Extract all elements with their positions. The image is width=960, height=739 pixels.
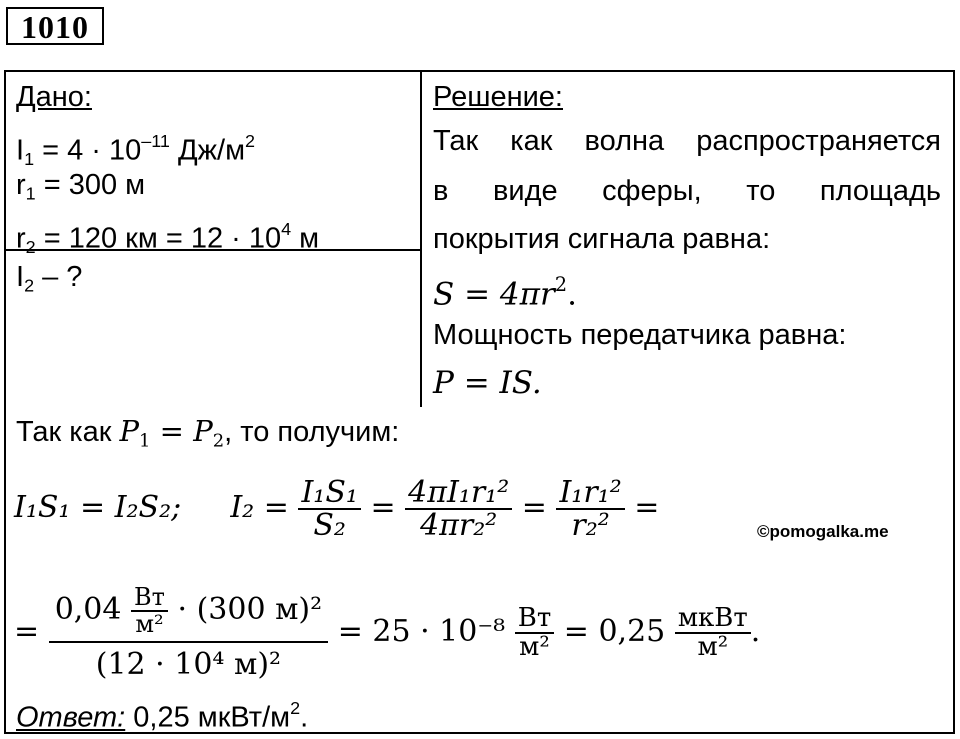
fraction-1: $\frac{\text{I₁S₁}}{\text{S₂}}$ bbox=[298, 477, 360, 542]
solution-title: Решение: bbox=[433, 81, 563, 113]
answer-label: Ответ: bbox=[16, 701, 126, 734]
find-line: $I_2$ – ? bbox=[16, 261, 83, 296]
column-divider bbox=[420, 70, 422, 407]
eq-i2: I₂ = bbox=[230, 490, 289, 525]
unit-fraction-1: $\frac{Вт}{\text{м²}}$ bbox=[515, 605, 555, 662]
formula-power: P = IS. bbox=[433, 365, 542, 401]
given-line-3: $r_2 = 120$ км = $12 \cdot 10^4$ м bbox=[16, 219, 320, 257]
equation-line-2: = 0,04 $\frac{Вт}{\text{м²}}$ · (300 м)² (12 · 10⁴ м)² = 25 · 10⁻⁸ $\frac{Вт}{\text{м²}}$ = 0,25 $\frac{\text{мкВт}}{\text{м²}}$ . bbox=[14, 583, 761, 683]
fraction-3: $\frac{\text{I₁r₁²}}{\text{r₂²}}$ bbox=[556, 477, 624, 542]
solution-power-text: Мощность передатчика равна: bbox=[433, 319, 847, 351]
formula-area: $S = 4\pi r^2$. bbox=[433, 273, 577, 313]
given-title: Дано: bbox=[16, 81, 92, 113]
solution-paragraph-line-1: Так как волна распространяется bbox=[433, 125, 941, 157]
solution-paragraph-line-2: в виде сферы, то площадь bbox=[433, 175, 941, 207]
solution-paragraph-line-3: покрытия сигнала равна: bbox=[433, 223, 771, 255]
given-line-2: $r_1 = 300$ м bbox=[16, 169, 146, 204]
fraction-2: $\frac{\text{4πI₁r₁²}}{\text{4πr₂²}}$ bbox=[405, 477, 512, 542]
eq-lhs: I₁S₁ = I₂S₂; bbox=[14, 490, 182, 525]
problem-number: 1010 bbox=[6, 7, 104, 45]
given-line-1: $I_1 = 4 \cdot 10^{-11}$ $Дж/м^2$ bbox=[16, 131, 256, 169]
main-fraction: 0,04 $\frac{Вт}{\text{м²}}$ · (300 м)² (12 · 10⁴ м)² bbox=[49, 585, 328, 681]
equation-line-1: I₁S₁ = I₂S₂; I₂ = $\frac{\text{I₁S₁}}{\text{S₂}}$ = $\frac{\text{4πI₁r₁²}}{\text{4πr₂²}}$ = $\frac{\text{I₁r₁²}}{\text{r₂²}}$ = bbox=[14, 474, 660, 543]
derivation-intro: Так как $P_1 = P_2$, то получим: bbox=[16, 414, 400, 452]
answer-line: Ответ: 0,25 мкВт/$м^2$. bbox=[16, 698, 309, 734]
unit-fraction-2: $\frac{\text{мкВт}}{\text{м²}}$ bbox=[675, 605, 751, 662]
watermark: ©pomogalka.me bbox=[757, 522, 889, 541]
